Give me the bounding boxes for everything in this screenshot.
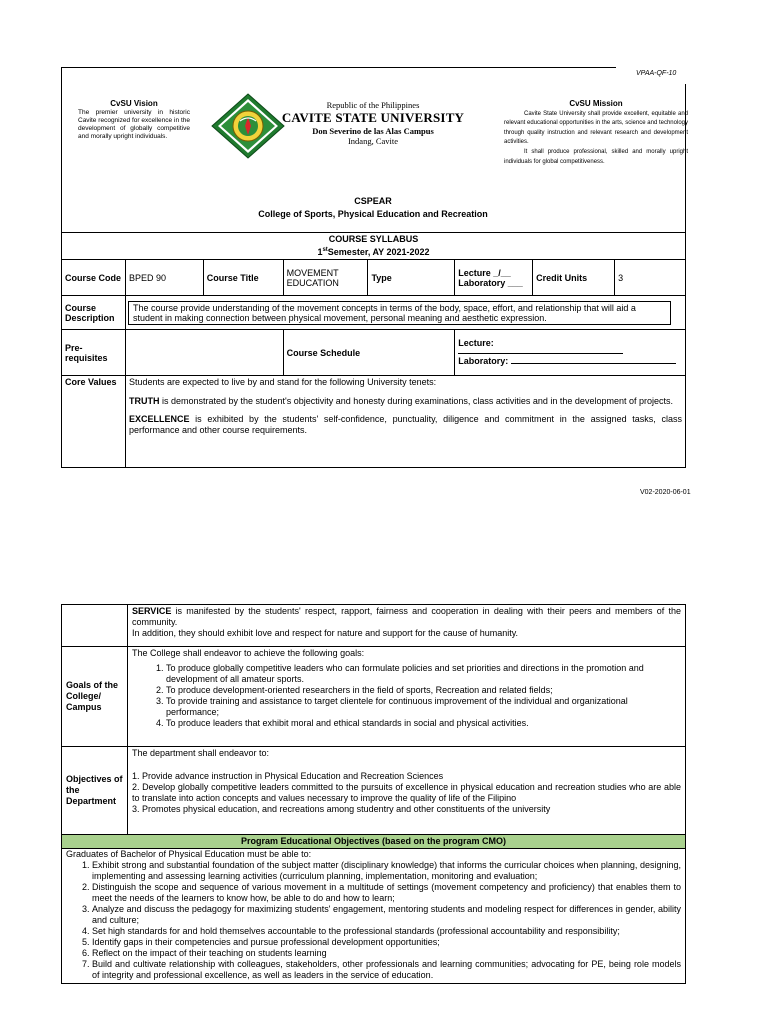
campus-name: Don Severino de las Alas Campus <box>312 126 434 136</box>
lecture-schedule-line: Lecture: <box>458 336 682 354</box>
schedule-lines <box>455 330 686 376</box>
type-value: Lecture _/__ Laboratory ___ <box>455 260 533 296</box>
version-code: V02-2020-06-01 <box>640 489 691 496</box>
course-code-label: Course Code <box>62 260 126 296</box>
goals-label: Goals of the College/ Campus <box>62 647 128 747</box>
mission-text-2: It shall produce professional, skilled and morally upright individuals for global competitiveness. <box>504 148 688 165</box>
peo-item: 6. Reflect on the impact of their teaching on students learning <box>92 948 681 959</box>
objectives-label: Objectives of the Department <box>62 747 128 835</box>
course-description-text: The course provide understanding of the movement concepts in terms of the body, space, effort, and relationship that will aid a student in making connection between physical movement, personal meaning and aesthetic expression. <box>128 301 671 325</box>
core-values-intro: Students are expected to live by and stand for the following University tenets: <box>128 377 437 387</box>
college-acronym: CSPEAR <box>354 196 392 206</box>
service-cell <box>127 605 685 647</box>
peo-item: 2. Distinguish the scope and sequence of various movement in a multitude of settings (movement competency and proficiency) that enables them to meet the needs of the learners to know how, be able to do and how to learn; <box>92 882 681 904</box>
prerequisites-value <box>125 330 283 376</box>
prerequisites-label: Pre-requisites <box>62 330 126 376</box>
core-values-label: Core Values <box>62 376 126 468</box>
peo-cell <box>62 849 686 984</box>
goals-cell <box>127 647 685 747</box>
university-name: CAVITE STATE UNIVERSITY <box>281 110 465 125</box>
course-title-value: MOVEMENT EDUCATION <box>283 260 368 296</box>
semester-line <box>65 245 682 258</box>
college-heading <box>61 195 685 221</box>
syllabus-title-cell <box>62 233 686 260</box>
goal-item: 1. To produce globally competitive leaders who can formulate policies and set priorities and directions in the promotion and development of all amateur sports. <box>166 663 681 685</box>
campus-town: Indang, Cavite <box>347 136 399 146</box>
form-code: VPAA-QF-10 <box>636 70 677 77</box>
college-name: College of Sports, Physical Education and Recreation <box>258 209 488 219</box>
mission-text-1: Cavite State University shall provide excellent, equitable and relevant educational opportunities in the arts, science and technology through quality instruction and relevant research and development activities. <box>504 110 688 146</box>
semester-number: 1 <box>317 247 323 257</box>
objectives-intro: The department shall endeavor to: <box>131 748 270 758</box>
laboratory-schedule-line: Laboratory: <box>458 354 682 369</box>
republic-line: Republic of the Philippines <box>326 100 420 110</box>
course-code-value: BPED 90 <box>125 260 203 296</box>
core-values-cell <box>125 376 685 468</box>
vision-text: The premier university in historic Cavite recognized for excellence in the development of globally competitive and morally upright individuals. <box>78 109 190 140</box>
syllabus-continuation-table <box>61 604 686 984</box>
syllabus-title: COURSE SYLLABUS <box>328 234 419 244</box>
objectives-cell <box>127 747 685 835</box>
vision-title: CvSU Vision <box>110 99 158 108</box>
type-label: Type <box>368 260 455 296</box>
credit-units-label: Credit Units <box>533 260 615 296</box>
semester-ordinal: st <box>322 247 328 253</box>
course-title-label: Course Title <box>203 260 283 296</box>
peo-item: 1. Exhibit strong and substantial foundation of the subject matter (disciplinary knowledge) that informs the curricular choices when planning, designing, implementing and assessing learning activities (curriculum planning, implementation, monitoring and evaluation; <box>92 860 681 882</box>
peo-list <box>66 860 681 981</box>
peo-title: Program Educational Objectives (based on the program CMO) <box>62 835 686 849</box>
objectives-list <box>132 771 681 815</box>
truth-statement: TRUTH is demonstrated by the student's objectivity and honesty during examinations, class activities and in the development of projects. <box>128 396 673 406</box>
excellence-statement: EXCELLENCE is exhibited by the students' self-confidence, punctuality, diligence and commitment in the assigned tasks, class performance and other course requirements. <box>128 414 682 435</box>
course-schedule-label: Course Schedule <box>283 330 455 376</box>
peo-item: 7. Build and cultivate relationship with colleagues, stakeholders, other professionals and learning communities; advocating for PE, being role models of integrity and professional excellence, as well as leaders in the service of education. <box>92 959 681 981</box>
course-description-cell <box>125 296 685 330</box>
objective-item: 3. Promotes physical education, and recreations among studentry and other constituents of the university <box>131 804 551 814</box>
cvsu-mission <box>504 99 688 167</box>
goal-item: 3. To provide training and assistance to target clientele for continuous improvement of the individual and organizational performance; <box>166 696 681 718</box>
cvsu-vision <box>78 100 190 141</box>
goal-item: 4. To produce leaders that exhibit moral and ethical standards in social and physical activities. <box>166 718 681 729</box>
goals-intro: The College shall endeavor to achieve the following goals: <box>131 648 365 658</box>
goal-item: 2. To produce development-oriented researchers in the field of sports, Recreation and related fields; <box>166 685 681 696</box>
university-header <box>280 100 466 146</box>
peo-intro: Graduates of Bachelor of Physical Education must be able to: <box>66 849 312 859</box>
course-syllabus-table <box>61 232 686 468</box>
objective-item: 1. Provide advance instruction in Physical Education and Recreation Sciences <box>131 771 444 781</box>
service-label-cell <box>62 605 128 647</box>
peo-item: 5. Identify gaps in their competencies and pursue professional development opportunities; <box>92 937 681 948</box>
service-statement: SERVICE is manifested by the students' respect, rapport, fairness and cooperation in dealing with their peers and members of the community. <box>131 606 681 627</box>
objective-item: 2. Develop globally competitive leaders committed to the pursuits of excellence in physical education and recreation studies who are able to translate into action concepts and values necessary to improve the quality of life of the Filipino <box>131 782 681 803</box>
course-description-label: Course Description <box>62 296 126 330</box>
service-statement-2: In addition, they should exhibit love and respect for nature and support for the cause of humanity. <box>131 628 519 638</box>
goals-list <box>132 663 681 729</box>
semester-text: Semester, AY 2021-2022 <box>327 247 430 257</box>
mission-title: CvSU Mission <box>569 99 623 108</box>
credit-units-value: 3 <box>615 260 686 296</box>
cvsu-seal-logo <box>211 93 285 159</box>
peo-item: 3. Analyze and discuss the pedagogy for maximizing students' engagement, mentoring students and modeling respect for differences in gender, ability and culture; <box>92 904 681 926</box>
peo-item: 4. Set high standards for and hold themselves accountable to the professional standards (professional accountability and responsibility; <box>92 926 681 937</box>
